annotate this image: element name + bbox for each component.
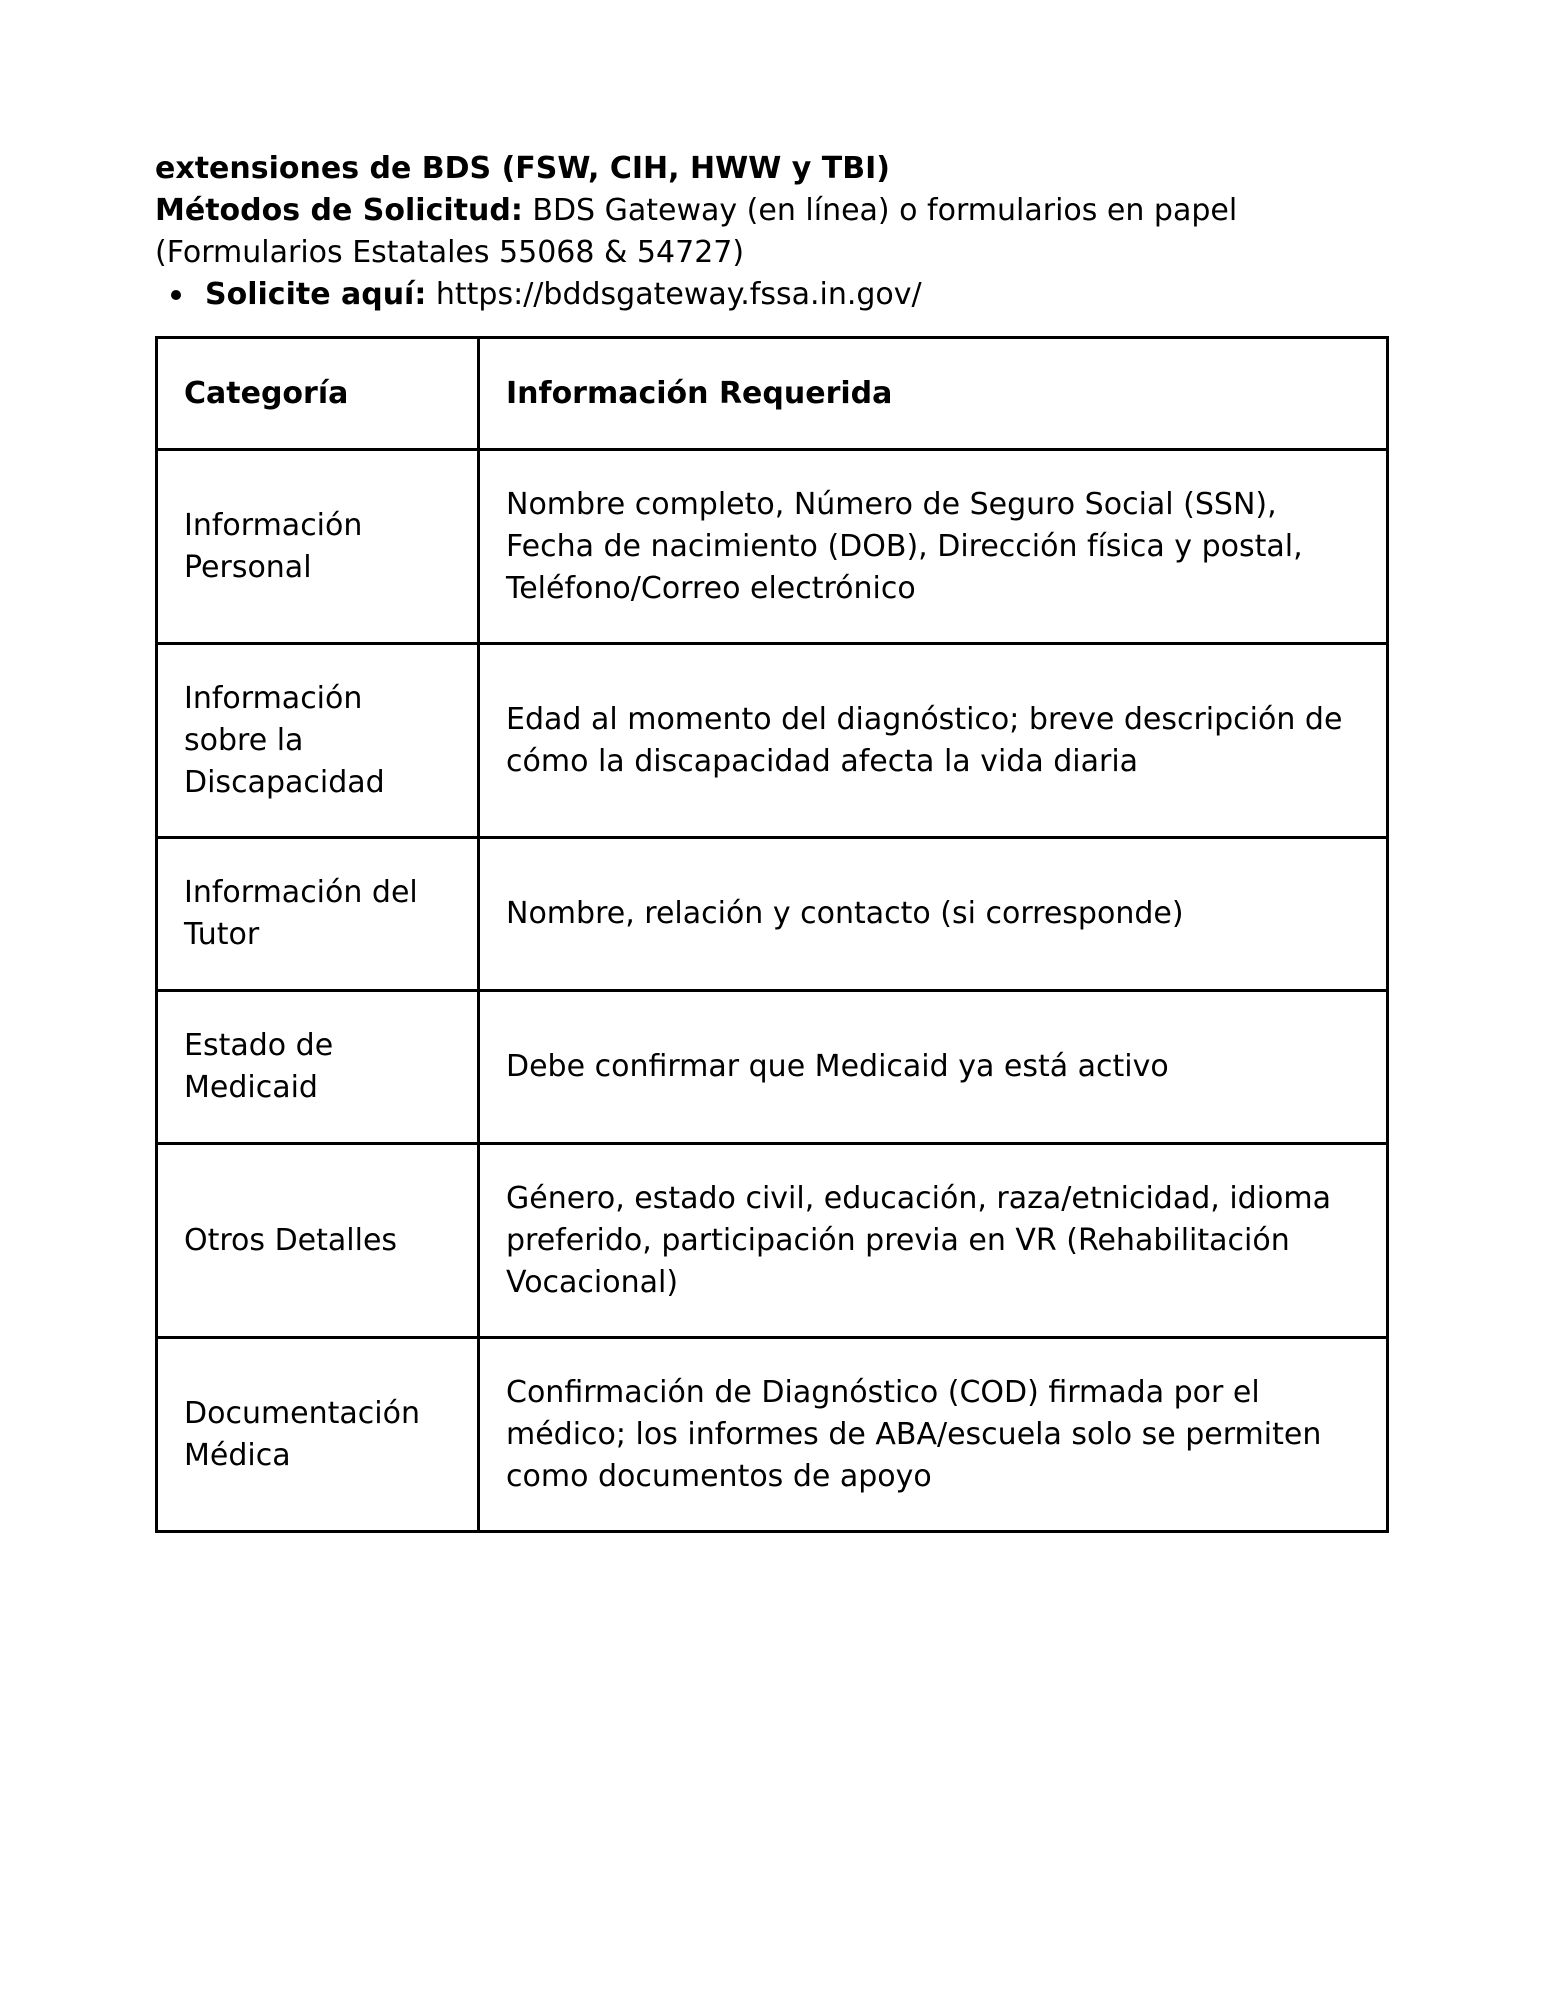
category-cell: Información del Tutor xyxy=(157,838,479,991)
application-methods-text: BDS Gateway (en línea) o formularios en papel (Formularios Estatales 55068 & 54727) xyxy=(155,193,1238,270)
column-header-category: Categoría xyxy=(157,338,479,450)
apply-label: Solicite aquí: xyxy=(205,277,427,312)
requirements-table xyxy=(155,336,1389,1533)
document-header xyxy=(155,148,1395,316)
required-info-cell: Confirmación de Diagnóstico (COD) firmada por el médico; los informes de ABA/escuela solo se permiten como documentos de apoyo xyxy=(479,1338,1388,1532)
category-cell: Información Personal xyxy=(157,450,479,644)
category-cell: Información sobre la Discapacidad xyxy=(157,644,479,838)
required-info-cell: Género, estado civil, educación, raza/etnicidad, idioma preferido, participación previa en VR (Rehabilitación Vocacional) xyxy=(479,1144,1388,1338)
required-info-cell: Nombre, relación y contacto (si corresponde) xyxy=(479,838,1388,991)
table-row xyxy=(157,838,1388,991)
table-row xyxy=(157,1338,1388,1532)
required-info-cell: Debe confirmar que Medicaid ya está activo xyxy=(479,991,1388,1144)
apply-list xyxy=(155,274,1395,316)
category-cell: Otros Detalles xyxy=(157,1144,479,1338)
table-row xyxy=(157,991,1388,1144)
application-methods xyxy=(155,190,1395,274)
required-info-cell: Edad al momento del diagnóstico; breve descripción de cómo la discapacidad afecta la vida diaria xyxy=(479,644,1388,838)
table-row xyxy=(157,1144,1388,1338)
required-info-cell: Nombre completo, Número de Seguro Social (SSN), Fecha de nacimiento (DOB), Dirección física y postal, Teléfono/Correo electrónico xyxy=(479,450,1388,644)
table-header-row xyxy=(157,338,1388,450)
table-row xyxy=(157,644,1388,838)
category-cell: Estado de Medicaid xyxy=(157,991,479,1144)
column-header-required-info: Información Requerida xyxy=(479,338,1388,450)
application-methods-label: Métodos de Solicitud: xyxy=(155,193,523,228)
apply-item xyxy=(205,274,1395,316)
section-title: extensiones de BDS (FSW, CIH, HWW y TBI) xyxy=(155,151,890,186)
apply-url-link[interactable]: https://bddsgateway.fssa.in.gov/ xyxy=(426,277,922,312)
category-cell: Documentación Médica xyxy=(157,1338,479,1532)
table-row xyxy=(157,450,1388,644)
